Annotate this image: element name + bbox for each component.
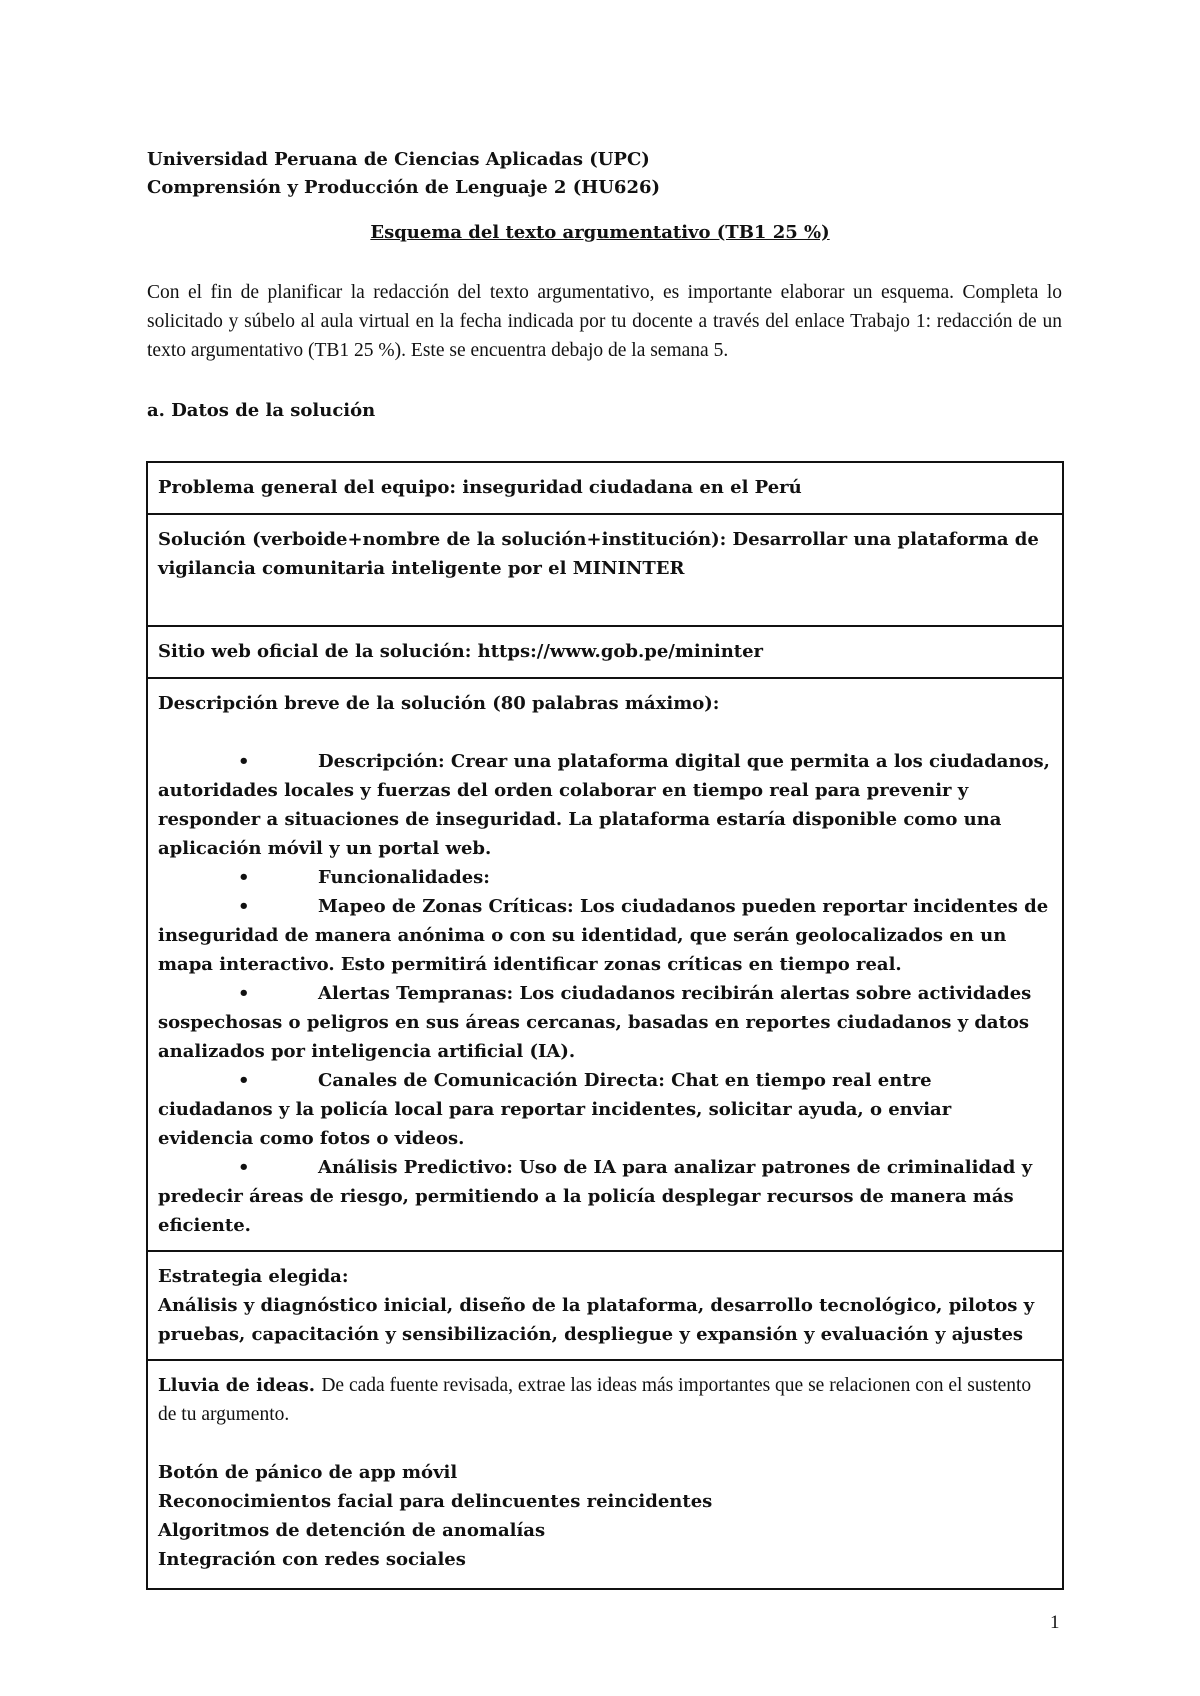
table-row	[147, 626, 1063, 678]
bullet-icon: •	[238, 867, 250, 888]
table-row	[147, 514, 1063, 626]
website-cell: Sitio web oficial de la solución: https://www.gob.pe/mininter	[147, 626, 1063, 678]
list-item	[158, 1066, 1052, 1153]
strategy-cell	[147, 1251, 1063, 1360]
list-item-text: Mapeo de Zonas Críticas: Los ciudadanos pueden reportar incidentes de inseguridad de manera anónima o con su identidad, que serán geolocalizados en un mapa interactivo. Esto permitirá identificar zonas críticas en tiempo real.	[158, 896, 1049, 975]
intro-paragraph: Con el fin de planificar la redacción del texto argumentativo, es importante elaborar un esquema. Completa lo solicitado y súbelo al aula virtual en la fecha indicada por tu docente a través del enlace Trabajo 1: redacción de un texto argumentativo (TB1 25 %). Este se encuentra debajo de la semana 5.	[147, 282, 1062, 361]
table-row	[147, 1251, 1063, 1360]
list-item-text: Canales de Comunicación Directa: Chat en tiempo real entre ciudadanos y la policía local para reportar incidentes, solicitar ayuda, o enviar evidencia como fotos o videos.	[158, 1070, 952, 1149]
list-item-text: Descripción: Crear una plataforma digital que permita a los ciudadanos, autoridades locales y fuerzas del orden colaborar en tiempo real para prevenir y responder a situaciones de inseguridad. La plataforma estaría disponible como una aplicación móvil y un portal web.	[158, 751, 1050, 859]
bullet-icon: •	[238, 751, 250, 772]
bullet-icon: •	[238, 896, 250, 917]
list-item	[158, 1153, 1052, 1240]
university-name: Universidad Peruana de Ciencias Aplicadas (UPC)	[147, 149, 650, 170]
list-item-text: Funcionalidades:	[318, 867, 490, 888]
list-item: Integración con redes sociales	[158, 1549, 466, 1570]
list-item: Reconocimientos facial para delincuentes reincidentes	[158, 1491, 713, 1512]
solution-table	[146, 461, 1064, 1590]
solution-cell: Solución (verboide+nombre de la solución+institución): Desarrollar una plataforma de vigilancia comunitaria inteligente por el MININTER	[147, 514, 1063, 626]
list-item	[158, 863, 1052, 892]
bullet-icon: •	[238, 983, 250, 1004]
bullet-icon: •	[238, 1070, 250, 1091]
section-heading: a. Datos de la solución	[147, 400, 376, 421]
table-row	[147, 462, 1063, 514]
brainstorm-instructions: De cada fuente revisada, extrae las ideas más importantes que se relacionen con el sustento de tu argumento.	[158, 1375, 1032, 1425]
table-row	[147, 678, 1063, 1251]
description-label: Descripción breve de la solución (80 palabras máximo):	[158, 693, 720, 714]
strategy-text: Análisis y diagnóstico inicial, diseño de la plataforma, desarrollo tecnológico, pilotos y pruebas, capacitación y sensibilización, despliegue y expansión y evaluación y ajustes	[158, 1295, 1035, 1345]
course-name: Comprensión y Producción de Lenguaje 2 (HU626)	[147, 177, 661, 198]
bullet-icon: •	[238, 1157, 250, 1178]
strategy-label: Estrategia elegida:	[158, 1266, 349, 1287]
list-item-text: Alertas Tempranas: Los ciudadanos recibirán alertas sobre actividades sospechosas o peligros en sus áreas cercanas, basadas en reportes ciudadanos y datos analizados por inteligencia artificial (IA).	[158, 983, 1032, 1062]
problem-cell: Problema general del equipo: inseguridad ciudadana en el Perú	[147, 462, 1063, 514]
description-cell	[147, 678, 1063, 1251]
list-item-text: Análisis Predictivo: Uso de IA para analizar patrones de criminalidad y predecir áreas de riesgo, permitiendo a la policía desplegar recursos de manera más eficiente.	[158, 1157, 1033, 1236]
list-item	[158, 892, 1052, 979]
table-row	[147, 1360, 1063, 1589]
page-number: 1	[1050, 1612, 1060, 1633]
list-item	[158, 747, 1052, 863]
list-item: Botón de pánico de app móvil	[158, 1462, 458, 1483]
list-item	[158, 979, 1052, 1066]
list-item: Algoritmos de detención de anomalías	[158, 1520, 546, 1541]
brainstorm-cell	[147, 1360, 1063, 1589]
brainstorm-label: Lluvia de ideas.	[158, 1375, 316, 1396]
document-title: Esquema del texto argumentativo (TB1 25 %)	[370, 222, 830, 243]
